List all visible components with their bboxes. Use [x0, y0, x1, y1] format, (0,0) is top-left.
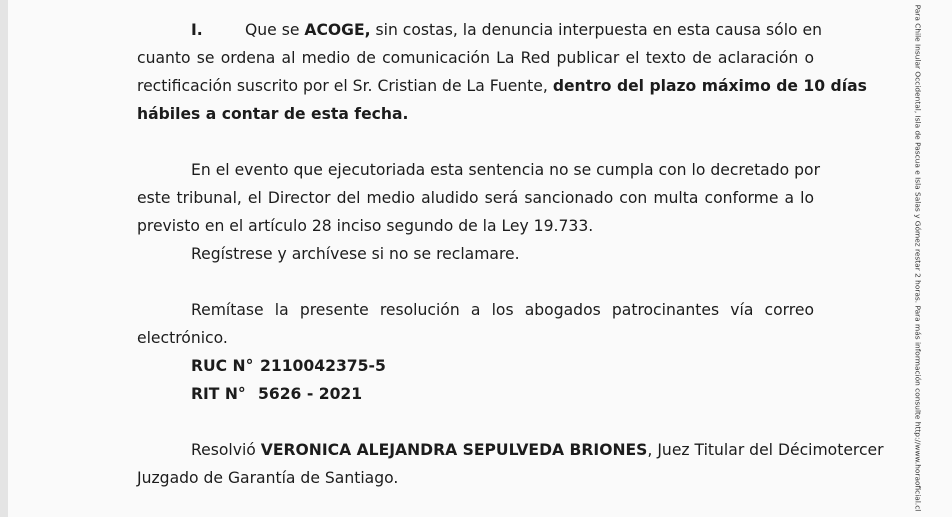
- registrese-line: Regístrese y archívese si no se reclamare.: [191, 245, 520, 263]
- resolvio-line2: Juzgado de Garantía de Santiago.: [137, 469, 399, 487]
- deadline-bold: dentro del plazo máximo de 10 días: [552, 77, 867, 95]
- acoge-bold: ACOGE,: [304, 21, 371, 39]
- para2-line3: previsto en el artículo 28 inciso segundo de la Ley 19.733.: [137, 217, 594, 235]
- rit-value: 5626 - 2021: [258, 385, 363, 403]
- resolution-numeral: I.: [191, 21, 203, 39]
- para1-line3: rectificación suscrito por el Sr. Cristian de La Fuente, dentro del plazo máximo de 10 días: [137, 77, 867, 95]
- para3-line2: electrónico.: [137, 329, 228, 347]
- margin-note-text: Para Chile Insular Occidental, Isla de Pascua e Isla Salas y Gómez restar 2 horas. Para más información consulte http://www.horaoficial.cl: [913, 4, 923, 512]
- resolvio-line1: Resolvió VERONICA ALEJANDRA SEPULVEDA BRIONES, Juez Titular del Décimotercer: [191, 441, 884, 459]
- para2-line1: En el evento que ejecutoriada esta sentencia no se cumpla con lo decretado por: [191, 161, 820, 179]
- ruc-label: RUC N°: [191, 357, 254, 375]
- para1-line2: cuanto se ordena al medio de comunicación La Red publicar el texto de aclaración o: [137, 49, 814, 67]
- para2-line2: este tribunal, el Director del medio aludido será sancionado con multa conforme a lo: [137, 189, 814, 207]
- para3-line1: Remítase la presente resolución a los abogados patrocinantes vía correo: [191, 301, 814, 319]
- rit-label: RIT N°: [191, 385, 246, 403]
- ruc-value: 2110042375-5: [260, 357, 386, 375]
- judge-name: VERONICA ALEJANDRA SEPULVEDA BRIONES: [260, 441, 648, 459]
- para1-line4: hábiles a contar de esta fecha.: [137, 105, 409, 123]
- para1-line1: Que se ACOGE, sin costas, la denuncia interpuesta en esta causa sólo en: [245, 21, 823, 39]
